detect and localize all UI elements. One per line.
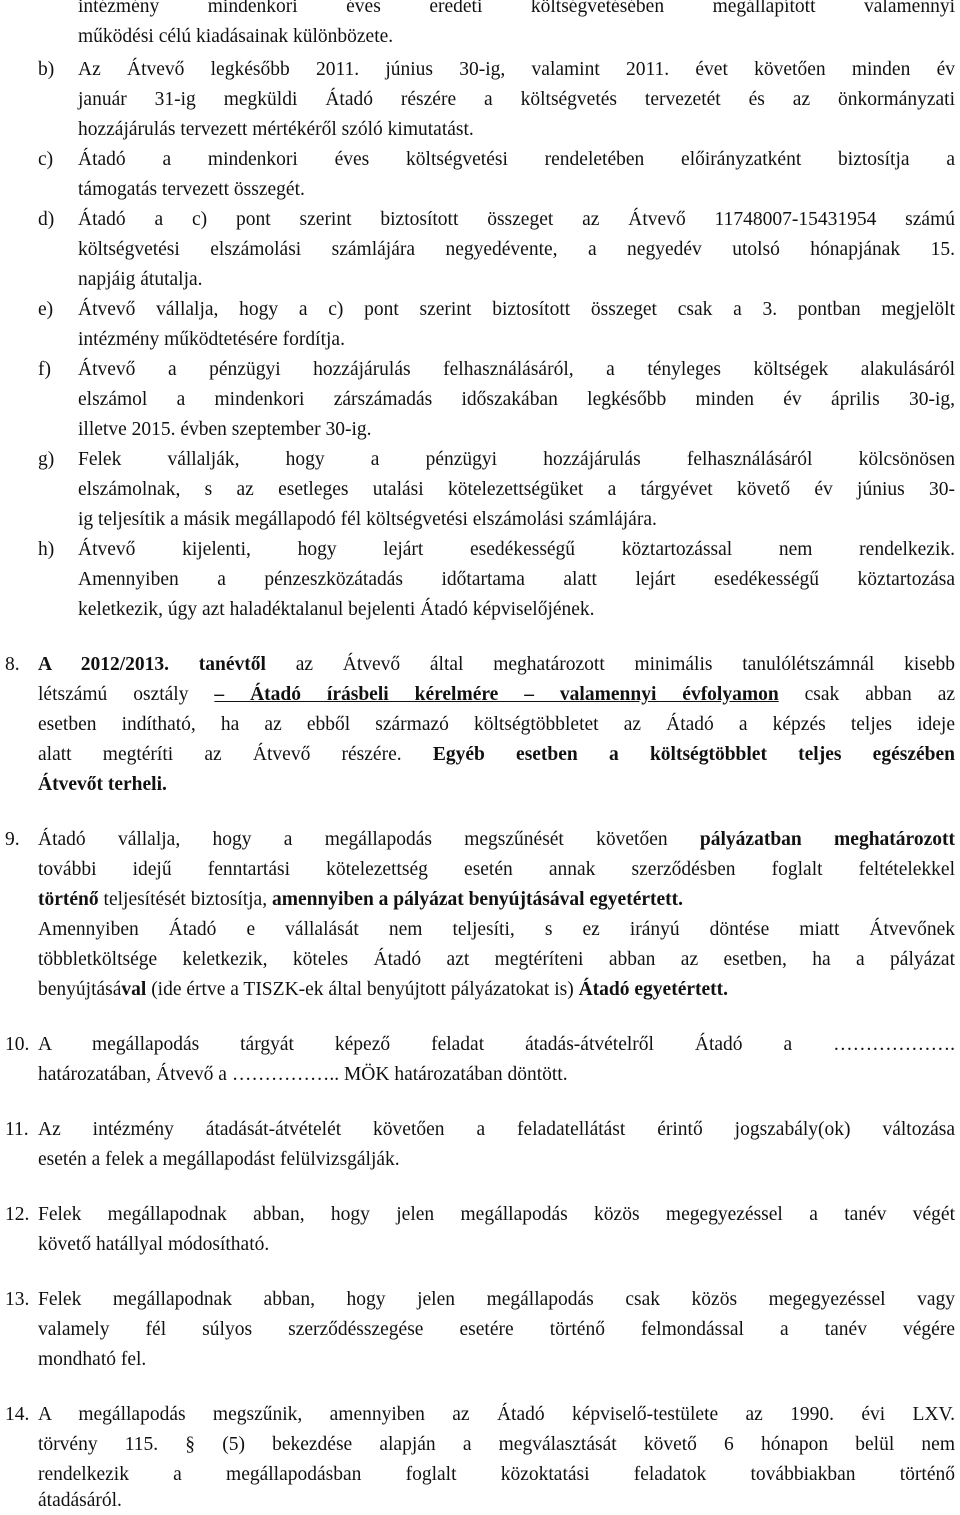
paragraph-line: alatt megtéríti az Átvevő részére. Egyéb esetben a költségtöbblet teljes egészében	[38, 744, 955, 765]
list-marker: h)	[38, 539, 55, 560]
paragraph-line: keletkezik, úgy azt haladéktalanul bejelenti Átadó képviselőjének.	[78, 599, 595, 620]
paragraph-line: működési célú kiadásainak különbözete.	[78, 26, 394, 47]
paragraph-line: esetben indítható, ha az ebből származó költségtöbbletet az Átadó a képzés teljes ideje	[38, 714, 955, 735]
paragraph-line: létszámú osztály – Átadó írásbeli kérelmére – valamennyi évfolyamon csak abban az	[38, 684, 956, 705]
paragraph-line: Átadó a mindenkori éves költségvetési rendeletében előirányzatként biztosítja a	[78, 149, 955, 170]
list-marker: f)	[38, 359, 51, 380]
paragraph-line: illetve 2015. évben szeptember 30-ig.	[78, 419, 372, 440]
paragraph-line: Felek vállalják, hogy a pénzügyi hozzájárulás felhasználásáról kölcsönösen	[78, 449, 955, 470]
paragraph-line: ig teljesítik a másik megállapodó fél költségvetési elszámolási számlájára.	[78, 509, 657, 530]
paragraph-line: elszámolnak, s az esetleges utalási kötelezettségüket a tárgyévet követő év június 30-	[78, 479, 955, 500]
paragraph-line: A megállapodás tárgyát képező feladat átadás-átvételről Átadó a ……………….	[38, 1034, 955, 1055]
paragraph-line: valamely fél súlyos szerződésszegése esetére történő felmondással a tanév végére	[38, 1319, 955, 1340]
list-marker: d)	[38, 209, 55, 230]
paragraph-line: napjáig átutalja.	[78, 269, 203, 290]
paragraph-line: Átvevőt terheli.	[38, 774, 167, 795]
paragraph-line: A 2012/2013. tanévtől az Átvevő által meghatározott minimális tanulólétszámnál kisebb	[38, 654, 955, 675]
paragraph-line: Felek megállapodnak abban, hogy jelen megállapodás csak közös megegyezéssel vagy	[38, 1289, 955, 1310]
paragraph-line: költségvetési elszámolási számlájára negyedévente, a negyedév utolsó hónapjának 15.	[78, 239, 955, 260]
list-marker: c)	[38, 149, 54, 170]
paragraph-line: törvény 115. § (5) bekezdése alapján a megválasztását követő 6 hónapon belül nem	[38, 1434, 955, 1455]
paragraph-line: Felek megállapodnak abban, hogy jelen megállapodás közös megegyezéssel a tanév végét	[38, 1204, 955, 1225]
paragraph-line: Átvevő a pénzügyi hozzájárulás felhasználásáról, a tényleges költségek alakulásáról	[78, 359, 955, 380]
section-number: 13.	[5, 1289, 30, 1310]
section-number: 9.	[5, 829, 20, 850]
section-number: 14.	[5, 1404, 30, 1425]
paragraph-line: határozatában, Átvevő a …………….. MÖK határozatában döntött.	[38, 1064, 568, 1085]
paragraph-line: Átvevő kijelenti, hogy lejárt esedékességű köztartozással nem rendelkezik.	[78, 539, 955, 560]
paragraph-line: Átadó vállalja, hogy a megállapodás megszűnését követően pályázatban meghatározott	[38, 829, 955, 850]
section-number: 8.	[5, 654, 20, 675]
paragraph-line: történő teljesítését biztosítja, amennyiben a pályázat benyújtásával egyetértett.	[38, 889, 684, 910]
paragraph-line: mondható fel.	[38, 1349, 147, 1370]
paragraph-line: január 31-ig megküldi Átadó részére a költségvetés tervezetét és az önkormányzati	[78, 89, 955, 110]
paragraph-line: intézmény mindenkori éves eredeti költségvetésében megállapított valamennyi	[78, 0, 955, 17]
paragraph-line: esetén a felek a megállapodást felülvizsgálják.	[38, 1149, 400, 1170]
paragraph-line: Amennyiben a pénzeszközátadás időtartama alatt lejárt esedékességű köztartozása	[78, 569, 955, 590]
paragraph-line: elszámol a mindenkori zárszámadás időszakában legkésőbb minden év április 30-ig,	[78, 389, 955, 410]
paragraph-line: követő hatállyal módosítható.	[38, 1234, 270, 1255]
paragraph-line: támogatás tervezett összegét.	[78, 179, 305, 200]
list-marker: e)	[38, 299, 54, 320]
list-marker: g)	[38, 449, 55, 470]
paragraph-line: benyújtásával (ide értve a TISZK-ek által benyújtott pályázatokat is) Átadó egyetértett.	[38, 979, 729, 1000]
list-marker: b)	[38, 59, 55, 80]
paragraph-line: intézmény működtetésére fordítja.	[78, 329, 345, 350]
paragraph-line: Amennyiben Átadó e vállalását nem teljesíti, s ez irányú döntése miatt Átvevőnek	[38, 919, 955, 940]
paragraph-line: Átvevő vállalja, hogy a c) pont szerint biztosított összeget csak a 3. pontban megjelölt	[78, 299, 955, 320]
section-number: 10.	[5, 1034, 30, 1055]
section-number: 11.	[5, 1119, 29, 1140]
paragraph-line: átadásáról.	[38, 1490, 122, 1511]
paragraph-line: hozzájárulás tervezett mértékéről szóló kimutatást.	[78, 119, 474, 140]
paragraph-line: Az Átvevő legkésőbb 2011. június 30-ig, valamint 2011. évet követően minden év	[78, 59, 955, 80]
paragraph-line: A megállapodás megszűnik, amennyiben az Átadó képviselő-testülete az 1990. évi LXV.	[38, 1404, 955, 1425]
paragraph-line: többletköltsége keletkezik, köteles Átadó azt megtéríteni abban az esetben, ha a pályázat	[38, 949, 955, 970]
section-number: 12.	[5, 1204, 30, 1225]
paragraph-line: Az intézmény átadását-átvételét követően a feladatellátást érintő jogszabály(ok) változása	[38, 1119, 955, 1140]
paragraph-line: Átadó a c) pont szerint biztosított összeget az Átvevő 11748007-15431954 számú	[78, 209, 955, 230]
paragraph-line: további idejű fenntartási kötelezettség esetén annak szerződésben foglalt feltételekkel	[38, 859, 955, 880]
paragraph-line: rendelkezik a megállapodásban foglalt közoktatási feladatok továbbiakban történő	[38, 1464, 955, 1485]
